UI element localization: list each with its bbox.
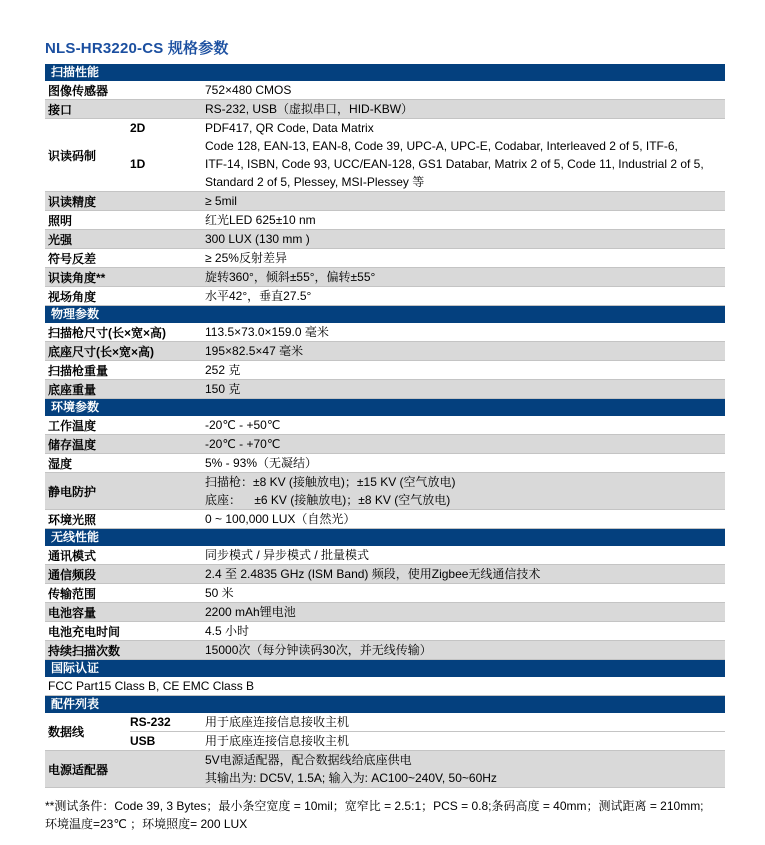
row-label: 静电防护	[48, 484, 97, 499]
value-line: 113.5×73.0×159.0 毫米	[205, 325, 329, 339]
row-label: 湿度	[48, 456, 73, 471]
row-label: 储存温度	[48, 437, 97, 452]
value-line: 150 克	[205, 382, 241, 396]
value-line: 15000次（每分钟读码30次，并无线传输）	[205, 643, 432, 657]
row-value	[45, 677, 725, 695]
row-value	[205, 454, 725, 472]
row-value	[205, 380, 725, 398]
value-line: RS-232, USB（虚拟串口，HID-KBW）	[205, 102, 414, 116]
value-line: 50 米	[205, 586, 234, 600]
value-line: 5% - 93%（无凝结）	[205, 456, 318, 470]
row-value	[205, 192, 725, 210]
value-line: 300 LUX (130 mm )	[205, 232, 310, 246]
row-label: 工作温度	[48, 418, 97, 433]
value-line: 同步模式 / 异步模式 / 批量模式	[205, 548, 370, 562]
row-value	[205, 435, 725, 453]
value-line: ≥ 5mil	[205, 194, 237, 208]
spec-row	[45, 100, 725, 119]
spec-row	[45, 323, 725, 342]
row-value	[205, 230, 725, 248]
spec-row	[45, 435, 725, 454]
row-label: 底座尺寸(长×宽×高)	[48, 344, 155, 359]
row-label: 接口	[48, 102, 73, 117]
value-line: 4.5 小时	[205, 624, 250, 638]
sub-value	[205, 713, 725, 731]
spec-row	[45, 230, 725, 249]
sub-row	[130, 732, 725, 750]
row-label: 符号反差	[48, 251, 97, 266]
row-value	[205, 323, 725, 341]
spec-row	[45, 342, 725, 361]
value-line: FCC Part15 Class B, CE EMC Class B	[48, 679, 255, 693]
value-line: 752×480 CMOS	[205, 83, 292, 97]
row-value	[205, 565, 725, 583]
row-value	[205, 622, 725, 640]
value-line: 红光LED 625±10 nm	[205, 213, 316, 227]
row-label: 电池容量	[48, 605, 97, 620]
spec-row	[45, 473, 725, 510]
row-label: 视场角度	[48, 289, 97, 304]
spec-row	[45, 361, 725, 380]
row-value	[205, 249, 725, 267]
spec-row	[45, 751, 725, 788]
sub-label: RS-232	[130, 715, 171, 729]
value-line: Standard 2 of 5, Plessey, MSI-Plessey 等	[205, 175, 425, 189]
row-value	[205, 546, 725, 564]
spec-row	[45, 249, 725, 268]
spec-row	[45, 622, 725, 641]
value-line: Code 128, EAN-13, EAN-8, Code 39, UPC-A, UPC-E, Codabar, Interleaved 2 of 5, ITF-6,	[205, 139, 678, 153]
spec-row	[45, 119, 725, 192]
spec-row	[45, 211, 725, 230]
spec-row	[45, 380, 725, 399]
row-label: 识读精度	[48, 194, 97, 209]
row-label: 底座重量	[48, 382, 97, 397]
value-line: ITF-14, ISBN, Code 93, UCC/EAN-128, GS1 Databar, Matrix 2 of 5, Code 11, Industrial 2 of 5,	[205, 157, 704, 171]
footnote	[45, 797, 735, 833]
row-label: 识读角度**	[48, 270, 106, 285]
row-value	[205, 268, 725, 286]
row-label: 扫描枪尺寸(长×宽×高)	[48, 325, 167, 340]
value-line: 底座： ±6 KV (接触放电)；±8 KV (空气放电)	[205, 493, 451, 507]
section-header: 国际认证	[45, 660, 725, 677]
value-line: 2.4 至 2.4835 GHz (ISM Band) 频段，使用Zigbee无线通信技术	[205, 567, 541, 581]
row-value	[205, 100, 725, 118]
spec-row	[45, 268, 725, 287]
spec-table	[45, 64, 725, 788]
spec-row	[45, 713, 725, 751]
footnote-line-1: **测试条件：Code 39, 3 Bytes；最小条空宽度 = 10mil；宽窄比 = 2.5:1；PCS = 0.8;条码高度 = 40mm；测试距离 = 210mm;	[45, 799, 704, 813]
row-value	[205, 584, 725, 602]
footnote-line-2: 环境温度=23℃ ；环境照度= 200 LUX	[45, 817, 248, 831]
row-label: 照明	[48, 213, 73, 228]
row-label: 传输范围	[48, 586, 97, 601]
section-header: 配件列表	[45, 696, 725, 713]
row-value	[205, 342, 725, 360]
value-line: -20℃ - +70℃	[205, 437, 281, 451]
sub-row	[130, 713, 725, 732]
sub-rows	[130, 119, 725, 191]
spec-row	[45, 584, 725, 603]
row-value	[205, 211, 725, 229]
row-value	[205, 473, 725, 509]
spec-row	[45, 454, 725, 473]
row-label: 持续扫描次数	[48, 643, 121, 658]
section-header: 环境参数	[45, 399, 725, 416]
section-header: 扫描性能	[45, 64, 725, 81]
spec-row	[45, 565, 725, 584]
sub-label: 1D	[130, 157, 146, 171]
row-label: 环境光照	[48, 512, 97, 527]
value-line: 扫描枪：±8 KV (接触放电)；±15 KV (空气放电)	[205, 475, 456, 489]
row-label: 通信频段	[48, 567, 97, 582]
value-line: -20℃ - +50℃	[205, 418, 281, 432]
row-label: 数据线	[48, 725, 85, 739]
sub-row	[130, 137, 725, 191]
page-title: NLS-HR3220-CS 规格参数	[45, 40, 229, 57]
value-line: 5V电源适配器，配合数据线给底座供电	[205, 753, 412, 767]
sub-value	[205, 732, 725, 750]
spec-row	[45, 603, 725, 622]
value-line: PDF417, QR Code, Data Matrix	[205, 121, 374, 135]
spec-row	[45, 546, 725, 565]
value-line: ≥ 25%反射差异	[205, 251, 287, 265]
section-header: 物理参数	[45, 306, 725, 323]
sub-row	[130, 119, 725, 137]
value-line: 252 克	[205, 363, 241, 377]
spec-row	[45, 677, 725, 696]
sub-label: 2D	[130, 121, 146, 135]
value-line: 其输出为: DC5V, 1.5A; 输入为: AC100~240V, 50~60Hz	[205, 771, 497, 785]
section-header: 无线性能	[45, 529, 725, 546]
value-line: 195×82.5×47 毫米	[205, 344, 304, 358]
row-label: 电源适配器	[48, 762, 109, 777]
row-label: 图像传感器	[48, 83, 109, 98]
row-value	[205, 416, 725, 434]
row-value	[205, 510, 725, 528]
row-value	[205, 361, 725, 379]
row-label: 识读码制	[48, 148, 97, 163]
row-label: 电池充电时间	[48, 624, 121, 639]
spec-row	[45, 641, 725, 660]
value-line: 2200 mAh锂电池	[205, 605, 296, 619]
value-line: 用于底座连接信息接收主机	[205, 734, 350, 748]
row-label: 通讯模式	[48, 548, 97, 563]
value-line: 用于底座连接信息接收主机	[205, 715, 350, 729]
spec-row	[45, 510, 725, 529]
value-line: 旋转360°，倾斜±55°，偏转±55°	[205, 270, 376, 284]
value-line: 0 ~ 100,000 LUX（自然光）	[205, 512, 356, 526]
value-line: 水平42°，垂直27.5°	[205, 289, 312, 303]
sub-rows	[130, 713, 725, 750]
sub-label: USB	[130, 734, 156, 748]
row-value	[205, 287, 725, 305]
row-label: 扫描枪重量	[48, 363, 109, 378]
spec-row	[45, 81, 725, 100]
row-value	[205, 81, 725, 99]
row-value	[205, 641, 725, 659]
sub-value	[205, 137, 725, 191]
row-value	[205, 751, 725, 787]
spec-row	[45, 287, 725, 306]
spec-row	[45, 192, 725, 211]
sub-value	[205, 119, 725, 137]
row-label: 光强	[48, 232, 73, 247]
row-value	[205, 603, 725, 621]
spec-row	[45, 416, 725, 435]
